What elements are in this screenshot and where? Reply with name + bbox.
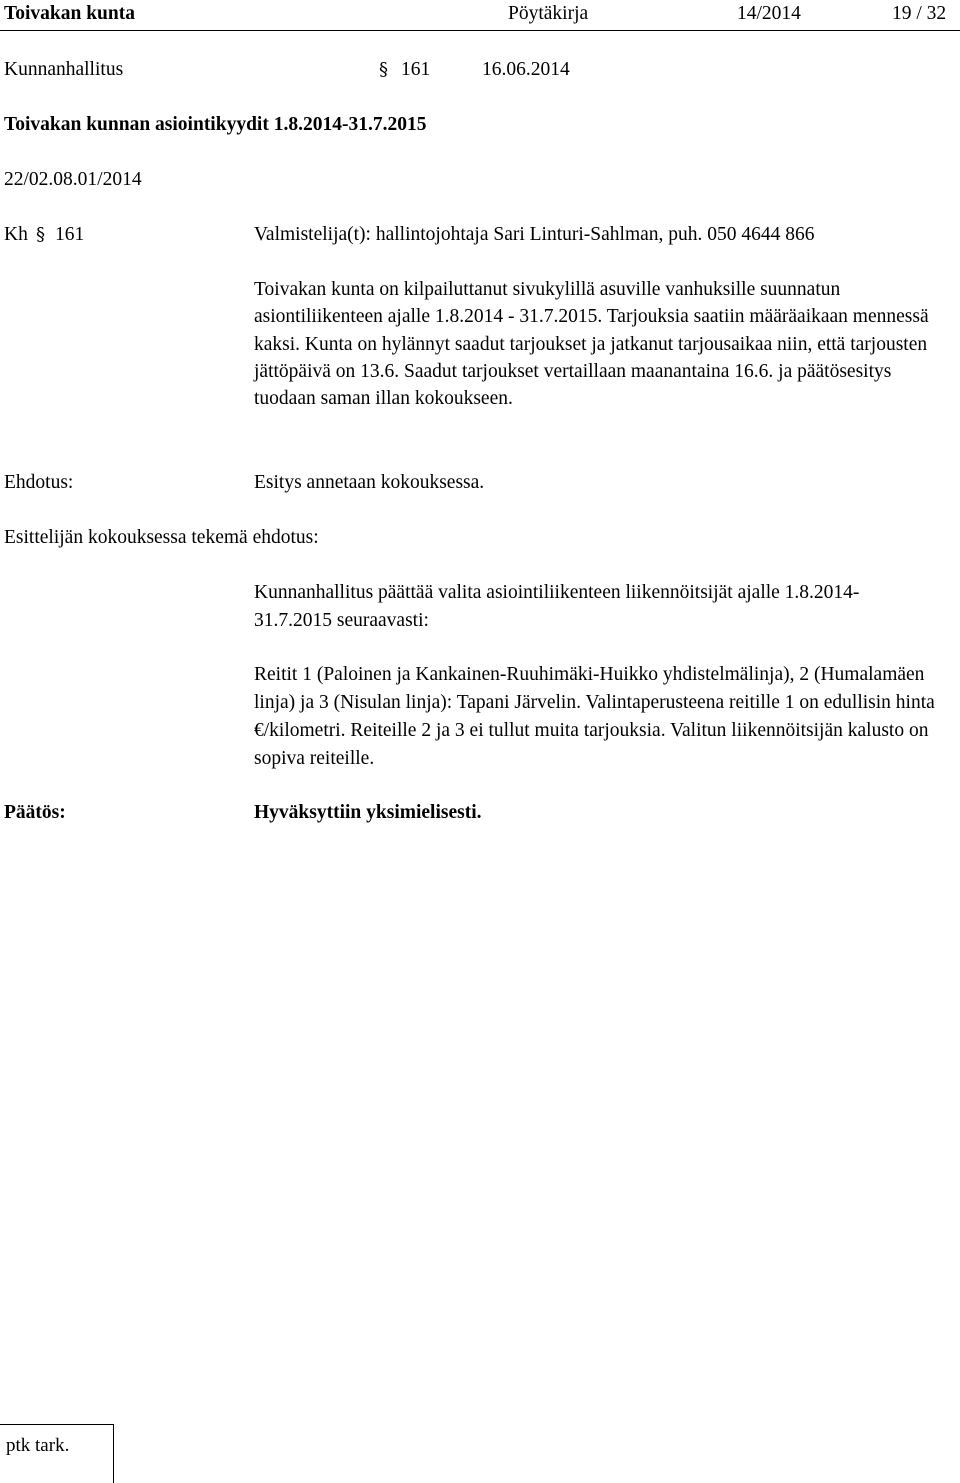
presenter-proposal-label: Esittelijän kokouksessa tekemä ehdotus: xyxy=(4,527,319,548)
document-type: Pöytäkirja xyxy=(508,3,589,24)
meeting-date: 16.06.2014 xyxy=(482,59,570,80)
proposal-text: Esitys annetaan kokouksessa. xyxy=(254,472,485,493)
document-title: Toivakan kunnan asiointikyydit 1.8.2014-31.7.2015 xyxy=(4,114,427,135)
document-number: 14/2014 xyxy=(737,3,801,24)
header-divider xyxy=(0,30,960,31)
page-number: 19 / 32 xyxy=(892,3,947,24)
proposal-label: Ehdotus: xyxy=(4,472,74,493)
background-paragraph: Toivakan kunta on kilpailuttanut sivukylillä asuville vanhuksille suunnatun asiontiliikenteen ajalle 1.8.2014 - 31.7.2015. Tarjouksia saatiin määräaikaan mennessä kaksi. Kunta on hylännyt saadut tarjoukset ja jatkanut tarjousaikaa niin, että tarjousten jättöpäivä on 13.6. Saadut tarjoukset vertaillaan maanantaina 16.6. ja päätösesitys tuodaan saman illan kokoukseen. xyxy=(254,279,929,410)
decision-text: Hyväksyttiin yksimielisesti. xyxy=(254,802,482,823)
minutes-check-box xyxy=(0,1424,114,1483)
reference-number: 22/02.08.01/2014 xyxy=(4,169,142,190)
section-number: 161 xyxy=(401,59,431,80)
meeting-body: Kunnanhallitus xyxy=(4,59,124,80)
municipality-name: Toivakan kunta xyxy=(4,3,135,24)
minutes-check-label: ptk tark. xyxy=(6,1435,70,1456)
presenter-proposal-routes: Reitit 1 (Paloinen ja Kankainen-Ruuhimäki-Huikko yhdistelmälinja), 2 (Humalamäen linja) ja 3 (Nisulan linja): Tapani Järvelin. Valintaperusteena reitille 1 on edullisin hinta €/kilometri. Reiteille 2 ja 3 ei tullut muita tarjouksia. Valitun liikennöitsijän kalusto on sopiva reiteille. xyxy=(254,664,935,769)
kh-section-sign-icon: § xyxy=(36,224,45,245)
presenter-proposal-intro: Kunnanhallitus päättää valita asiointiliikenteen liikennöitsijät ajalle 1.8.2014-31.7.2015 seuraavasti: xyxy=(254,582,860,631)
preparer-info: Valmistelija(t): hallintojohtaja Sari Linturi-Sahlman, puh. 050 4644 866 xyxy=(254,224,815,245)
kh-label: Kh xyxy=(4,224,28,245)
kh-number: 161 xyxy=(55,224,85,245)
section-sign-icon: § xyxy=(379,59,388,80)
decision-label: Päätös: xyxy=(4,802,66,823)
